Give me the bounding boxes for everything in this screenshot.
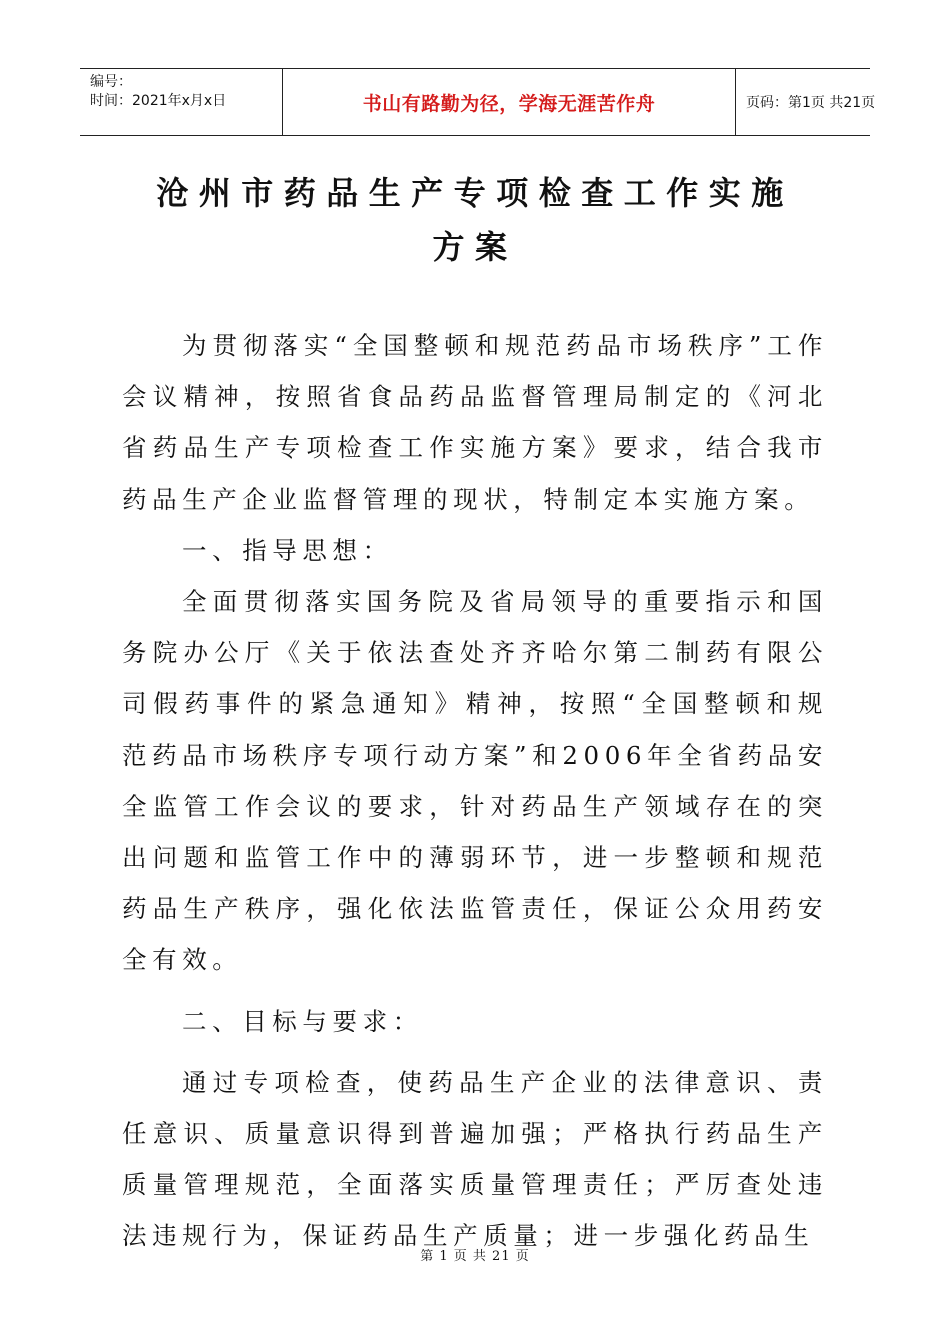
header-motto-cell <box>282 69 736 135</box>
document-time-label: 时间：2021年x月x日 <box>90 93 227 109</box>
header-motto: 书山有路勤为径，学海无涯苦作舟 <box>362 92 656 115</box>
header-table <box>80 68 876 136</box>
goals-paragraph: 通过专项检查，使药品生产企业的法律意识、责任意识、质量意识得到普遍加强；严格执行药品生产质量管理规范，全面落实质量管理责任；严厉查处违法违规行为，保证药品生产质量；进一步强化药品生 <box>122 1067 828 1251</box>
section-heading-guiding-ideology: 一、指导思想： <box>182 535 393 565</box>
page-footer: 第 1 页 共 21 页 <box>420 1249 530 1264</box>
document-title-line-2: 方案 <box>432 228 518 266</box>
guiding-ideology-paragraph: 全面贯彻落实国务院及省局领导的重要指示和国务院办公厅《关于依法查处齐齐哈尔第二制药有限公司假药事件的紧急通知》精神，按照“全国整顿和规范药品市场秩序专项行动方案”和2006年全省药品安全监管工作会议的要求，针对药品生产领域存在的突出问题和监管工作中的薄弱环节，进一步整顿和规范药品生产秩序，强化依法监管责任，保证公众用药安全有效。 <box>122 587 828 975</box>
header-page-info: 页码：第1页 共21页 <box>746 95 876 111</box>
header-meta-cell <box>80 69 282 135</box>
intro-paragraph: 为贯彻落实“全国整顿和规范药品市场秩序”工作会议精神，按照省食品药品监督管理局制定的《河北省药品生产专项检查工作实施方案》要求，结合我市药品生产企业监督管理的现状，特制定本实施方案。 <box>122 331 828 514</box>
document-title-line-1: 沧州市药品生产专项检查工作实施 <box>156 174 794 212</box>
document-body <box>122 320 828 1262</box>
document-number-label: 编号： <box>90 74 132 90</box>
section-heading-goals: 二、目标与要求： <box>182 1006 423 1036</box>
